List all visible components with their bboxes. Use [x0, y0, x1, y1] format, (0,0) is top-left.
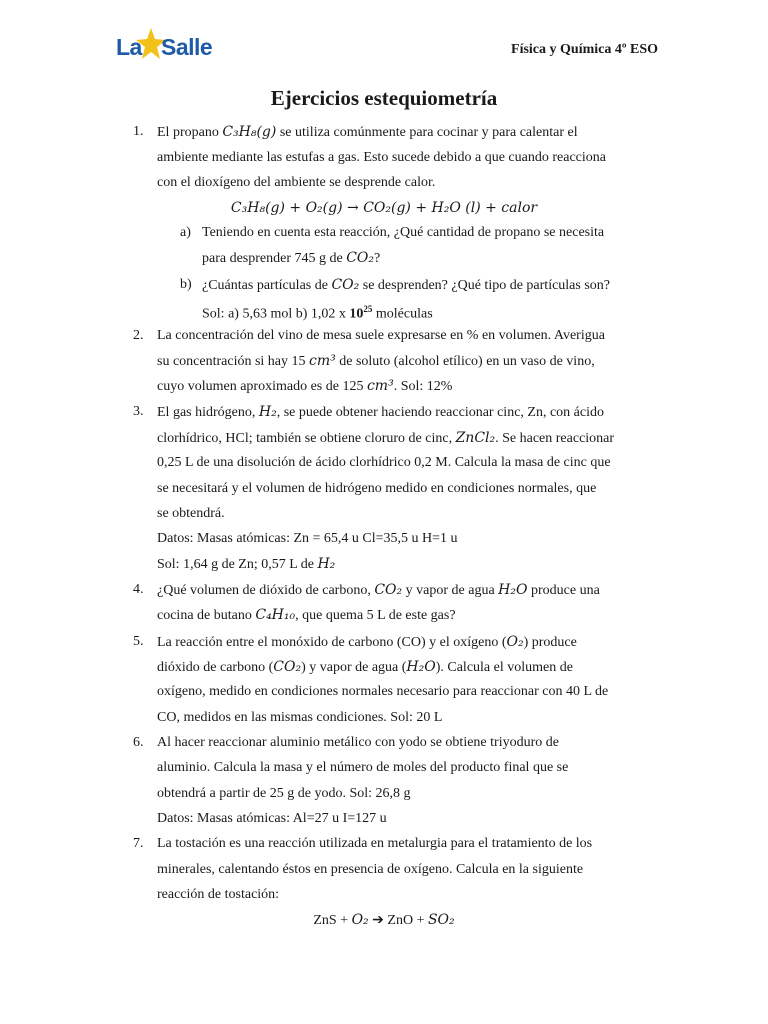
text: El gas hidrógeno, [157, 405, 259, 420]
formula: H₂O [498, 582, 528, 598]
text: se desprenden? ¿Qué tipo de partículas son? [359, 278, 611, 293]
text: cuyo volumen aproximado es de 125 [157, 379, 367, 394]
formula: C₃H₈(g) [222, 124, 277, 140]
roasting-equation [0, 910, 768, 931]
subject-header: Física y Química 4º ESO [511, 42, 658, 57]
exercise-number: 5. [133, 634, 144, 649]
exercise-1a-line-2 [202, 248, 380, 269]
exercise-1-solution [202, 299, 433, 325]
formula: cm³ [309, 353, 336, 369]
exercise-6-line-2: aluminio. Calcula la masa y el número de moles del producto final que se [157, 760, 569, 775]
exercise-number: 3. [133, 404, 144, 419]
text: moléculas [372, 306, 433, 322]
formula: C₄H₁₀ [255, 607, 296, 623]
exercise-1-line-3: con el dioxígeno del ambiente se desprende calor. [157, 175, 436, 190]
exercise-5-line-4: CO, medidos en las mismas condiciones. Sol: 20 L [157, 710, 443, 725]
text: ¿Cuántas partículas de [202, 278, 332, 293]
exercise-1a-line-1: Teniendo en cuenta esta reacción, ¿Qué cantidad de propano se necesita [202, 225, 605, 240]
exercise-5-line-2 [157, 657, 573, 678]
exercise-2-line-3 [157, 376, 452, 397]
text: ¿Qué volumen de dióxido de carbono, [157, 583, 375, 598]
exercise-1-line-1 [157, 122, 578, 143]
exercise-3-line-5: se obtendrá. [157, 506, 225, 521]
exercise-3-line-4: se necesitará y el volumen de hidrógeno medido en condiciones normales, que [157, 481, 597, 496]
text: La reacción entre el monóxido de carbono (CO) y el oxígeno ( [157, 635, 507, 650]
text: ZnO + [383, 913, 428, 928]
text: 10 [349, 306, 364, 322]
text: clorhídrico, HCl; también se obtiene cloruro de cinc, [157, 431, 456, 446]
exercise-7-line-2: minerales, calentando éstos en presencia de oxígeno. Calcula en la siguiente [157, 862, 584, 877]
text: ? [374, 251, 381, 266]
exercise-2-line-2 [157, 351, 595, 372]
exercise-6-line-3: obtendrá a partir de 25 g de yodo. Sol: 26,8 g [157, 786, 411, 801]
exercise-5-line-1 [157, 632, 577, 653]
exercise-3-solution [157, 554, 335, 575]
exercise-3-line-2 [157, 428, 614, 449]
item-letter: a) [180, 225, 191, 240]
exercise-3-line-3: 0,25 L de una disolución de ácido clorhídrico 0,2 M. Calcula la masa de cinc que [157, 455, 611, 470]
formula: CO₂ [374, 582, 403, 598]
text: , se puede obtener haciendo reaccionar cinc, Zn, con ácido [276, 405, 604, 420]
formula: ZnCl₂ [455, 430, 496, 446]
exercise-1-line-2: ambiente mediante las estufas a gas. Esto sucede debido a que cuando reacciona [157, 150, 606, 165]
formula: CO₂ [331, 277, 360, 293]
arrow-icon: ➔ [372, 913, 384, 928]
la-salle-logo [116, 28, 216, 68]
text: ). Calcula el volumen de [435, 660, 573, 675]
text: ZnS + [313, 913, 352, 928]
formula: O₂ [351, 912, 369, 928]
formula: CO₂ [273, 659, 302, 675]
formula: cm³ [366, 378, 394, 394]
text: para desprender 745 g de [202, 251, 347, 266]
exercise-number: 2. [133, 328, 144, 343]
exercise-6-line-1: Al hacer reaccionar aluminio metálico con yodo se obtiene triyoduro de [157, 735, 559, 750]
text: se utiliza comúnmente para cocinar y para calentar el [276, 125, 578, 140]
formula: SO₂ [427, 912, 455, 928]
text: de soluto (alcohol etílico) en un vaso de vino, [335, 354, 595, 369]
text: dióxido de carbono ( [157, 660, 274, 675]
text: produce una [527, 583, 600, 598]
exercise-number: 6. [133, 735, 144, 750]
exercise-3-line-1 [157, 402, 604, 423]
exercise-6-data: Datos: Masas atómicas: Al=27 u I=127 u [157, 811, 387, 826]
logo-text-la: La [116, 34, 142, 60]
text: , que quema 5 L de este gas? [295, 608, 456, 623]
exercise-7-line-1: La tostación es una reacción utilizada en metalurgia para el tratamiento de los [157, 836, 593, 851]
exercise-4-line-2 [157, 605, 456, 626]
text: ) produce [523, 635, 577, 650]
exercise-5-line-3: oxígeno, medido en condiciones normales necesario para reaccionar con 40 L de [157, 684, 609, 699]
page-title: Ejercicios estequiometría [270, 86, 498, 110]
text: ) y vapor de agua ( [301, 660, 407, 675]
formula: CO₂ [346, 250, 375, 266]
exercise-3-data: Datos: Masas atómicas: Zn = 65,4 u Cl=35,5 u H=1 u [157, 531, 458, 546]
text: Sol: a) 5,63 mol b) 1,02 x [202, 306, 350, 322]
exercise-7-line-3: reacción de tostación: [157, 887, 280, 902]
formula: H₂ [317, 556, 336, 572]
formula: H₂O [406, 659, 436, 675]
exercise-2-line-1: La concentración del vino de mesa suele expresarse en % en volumen. Averigua [157, 328, 605, 343]
formula: H₂ [258, 404, 277, 420]
text: El propano [157, 125, 223, 140]
exercise-number: 4. [133, 582, 144, 597]
text: cocina de butano [157, 608, 256, 623]
text: . Se hacen reaccionar [495, 431, 615, 446]
text: . Sol: 12% [393, 379, 453, 394]
exercise-number: 7. [133, 836, 144, 851]
logo-text-salle: Salle [161, 34, 213, 60]
combustion-equation: C₃H₈(g) + O₂(g) → CO₂(g) + H₂O (l) + calor [230, 200, 538, 216]
text: y vapor de agua [402, 583, 499, 598]
text: su concentración si hay 15 [157, 354, 310, 369]
text: Sol: 1,64 g de Zn; 0,57 L de [157, 557, 318, 572]
formula: O₂ [506, 634, 524, 650]
exercise-4-line-1 [157, 580, 600, 601]
item-letter: b) [180, 277, 192, 292]
text: 25 [363, 304, 373, 314]
exercise-1b-line-1 [202, 275, 610, 296]
exercise-number: 1. [133, 124, 144, 139]
